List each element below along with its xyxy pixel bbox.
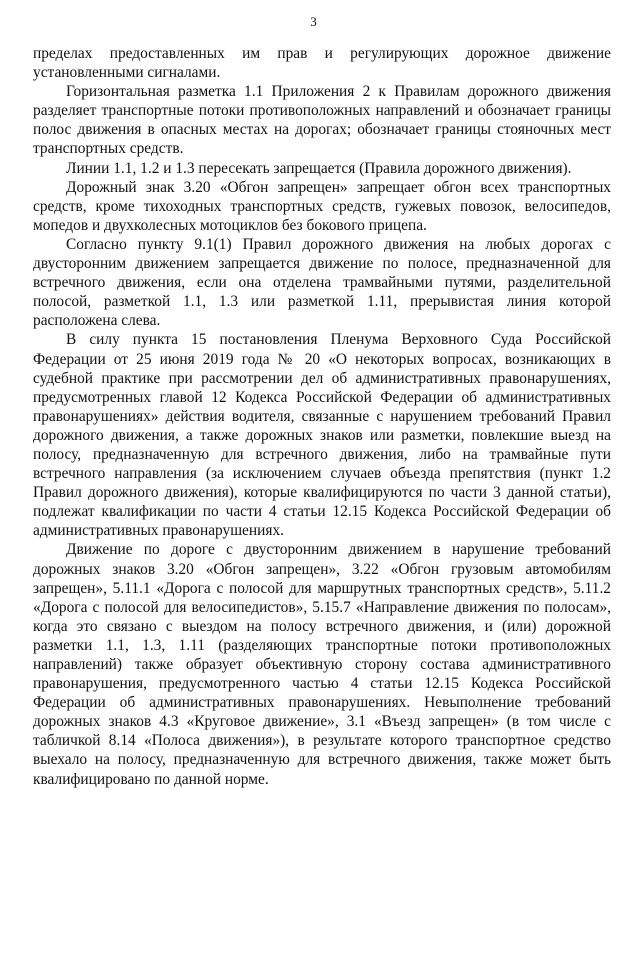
paragraph-continuation: пределах предоставленных им прав и регулирующих дорожное движение установленными сигналами. [33, 45, 611, 82]
paragraph-rule-9-1-1: Согласно пункту 9.1(1) Правил дорожного движения на любых дорогах с двусторонним движением запрещается движение по полосе, предназначенной для встречного движения, если она отделена трамвайными путями, разделительной полосой, разметкой 1.1, 1.3 или разметкой 1.11, прерывистая линия которой расположена слева. [33, 235, 611, 330]
paragraph-lines-crossing: Линии 1.1, 1.2 и 1.3 пересекать запрещается (Правила дорожного движения). [66, 159, 572, 177]
page-number: 3 [310, 14, 317, 29]
paragraph-horizontal-marking: Горизонтальная разметка 1.1 Приложения 2 к Правилам дорожного движения разделяет транспортные потоки противоположных направлений и обозначает границы полос движения в опасных местах на дорогах; обозначает границы стояночных мест транспортных средств. [33, 83, 611, 158]
paragraph-sign-3-20: Дорожный знак 3.20 «Обгон запрещен» запрещает обгон всех транспортных средств, кроме тихоходных транспортных средств, гужевых повозок, велосипедов, мопедов и двухколесных мотоциклов без бокового прицепа. [33, 178, 611, 234]
paragraph-plenum-resolution: В силу пункта 15 постановления Пленума Верховного Суда Российской Федерации от 25 июня 2019 года № 20 «О некоторых вопросах, возникающих в судебной практике при рассмотрении дел об административных правонарушениях, предусмотренных главой 12 Кодекса Российской Федерации об административных правонарушениях» действия водителя, связанные с нарушением требований Правил дорожного движения, а также дорожных знаков или разметки, повлекшие выезд на полосу, предназначенную для встречного движения, либо на трамвайные пути встречного направления (за исключением случаев объезда препятствия (пункт 1.2 Правил дорожного движения), которые квалифицируются по части 3 данной статьи), подлежат квалификации по части 4 статьи 12.15 Кодекса Российской Федерации об административных правонарушениях. [33, 331, 611, 540]
document-body [33, 44, 611, 789]
paragraph-two-way-traffic: Движение по дороге с двусторонним движением в нарушение требований дорожных знаков 3.20 «Обгон запрещен», 3.22 «Обгон грузовым автомобилям запрещен», 5.11.1 «Дорога с полосой для маршрутных транспортных средств», 5.11.2 «Дорога с полосой для велосипедистов», 5.15.7 «Направление движения по полосам», когда это связано с выездом на полосу встречного движения, и (или) дорожной разметки 1.1, 1.3, 1.11 (разделяющих транспортные потоки противоположных направлений) также образует объективную сторону состава административного правонарушения, предусмотренного частью 4 статьи 12.15 Кодекса Российской Федерации об административных правонарушениях. Невыполнение требований дорожных знаков 4.3 «Круговое движение», 3.1 «Въезд запрещен» (в том числе с табличкой 8.14 «Полоса движения»), в результате которого транспортное средство выехало на полосу, предназначенную для встречного движения, также может быть квалифицировано по данной норме. [33, 541, 611, 788]
